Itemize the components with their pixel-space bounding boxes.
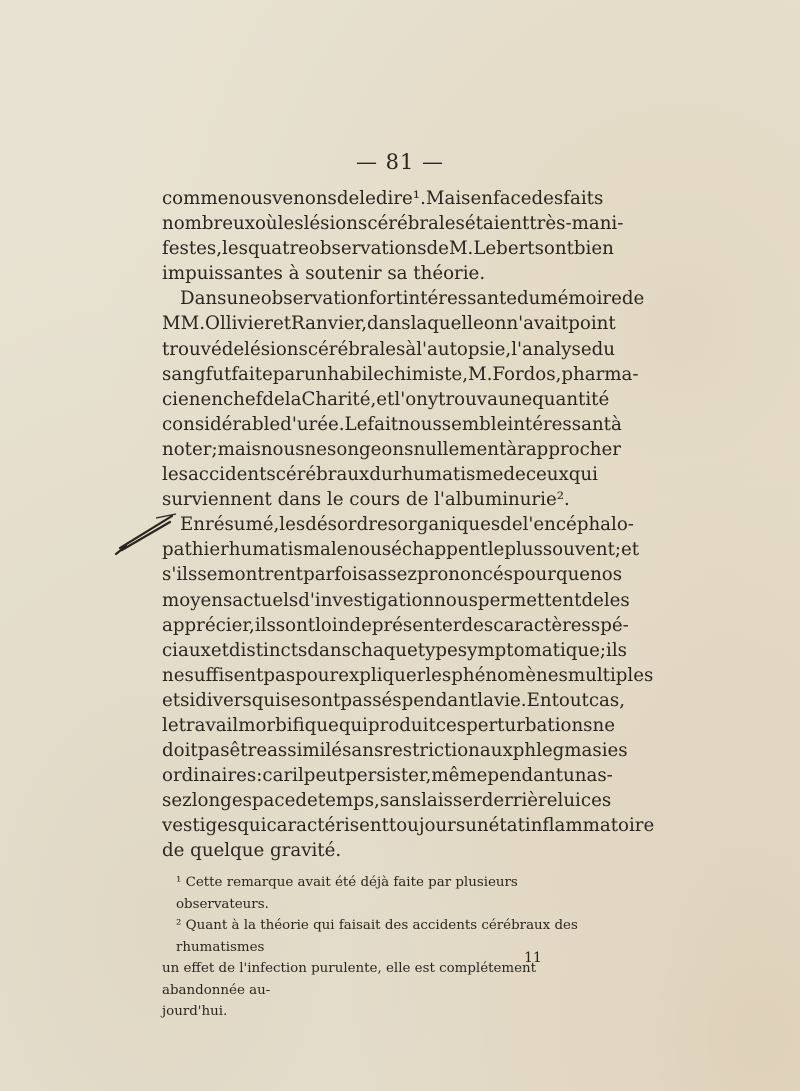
text-line: et si divers qui se sont passés pendant la vie. En tout cas, — [162, 689, 626, 711]
text-line: pathie rhumatismale nous échappent le plus souvent ; et — [162, 539, 640, 561]
text-line: les accidents cérébraux du rhumatisme de ceux qui — [162, 464, 598, 486]
text-line: considérable d'urée. Le fait nous semble intéressant à — [162, 413, 622, 435]
text-line: moyens actuels d'investigation nous permettent de les — [162, 589, 630, 611]
footnotes — [162, 872, 598, 1023]
text-line: MM. Ollivier et Ranvier, dans laquelle on n'avait point — [162, 313, 616, 335]
text-line: En résumé, les désordres organiques de l'encéphalo- — [180, 514, 634, 536]
text-line: trouvé de lésions cérébrales à l'autopsie, l'analyse du — [162, 338, 615, 360]
text-line: de quelque gravité. — [162, 840, 342, 862]
text-line: noter ; mais nous ne songeons nullement à rapprocher — [162, 438, 621, 460]
footnote-line: ¹ Cette remarque avait été déjà faite par plusieurs observateurs. — [176, 875, 518, 912]
text-line: cien en chef de la Charité, et l'on y trouva une quantité — [162, 388, 610, 410]
text-line: comme nous venons de le dire¹. Mais en face des faits — [162, 188, 604, 209]
text-line: doit pas être assimilé sans restriction aux phlegmasies — [162, 740, 628, 762]
text-line: Dans une observation fort intéressante du mémoire de — [180, 288, 645, 310]
text-line: s'ils se montrent parfois assez prononcés pour que nos — [162, 564, 623, 586]
text-line: nombreux où les lésions cérébrales étaient très-mani- — [162, 213, 624, 235]
body-text — [162, 186, 655, 864]
text-line: sez long espace de temps, sans laisser derrière lui ces — [162, 790, 612, 812]
text-line: apprécier, ils sont loin de présenter des caractères spé- — [162, 614, 629, 636]
signature-mark: 11 — [524, 950, 542, 966]
footnote-line: jourd'hui. — [162, 1004, 228, 1019]
text-line: vestiges qui caractérisent toujours un état inflammatoire — [162, 815, 655, 837]
text-line: ne suffisent pas pour expliquer les phénomènes multiples — [162, 664, 654, 686]
footnote-line: ² Quant à la théorie qui faisait des accidents cérébraux des rhumatismes — [176, 918, 578, 955]
text-line: impuissantes à soutenir sa théorie. — [162, 263, 486, 285]
text-line: surviennent dans le cours de l'albuminurie². — [162, 489, 570, 511]
text-line: festes, les quatre observations de M. Lebert sont bien — [162, 238, 614, 260]
page-number: — 81 — — [355, 150, 445, 174]
text-line: sang fut faite par un habile chimiste, M. Fordos, pharma- — [162, 363, 639, 385]
text-line: le travail morbifique qui produit ces perturbations ne — [162, 714, 615, 736]
footnote-line: un effet de l'infection purulente, elle est complétement abandonnée au- — [162, 961, 537, 998]
text-line: ciaux et distincts dans chaque type symptomatique ; ils — [162, 639, 627, 661]
text-line: ordinaires : car il peut persister, même pendant un as- — [162, 765, 613, 787]
